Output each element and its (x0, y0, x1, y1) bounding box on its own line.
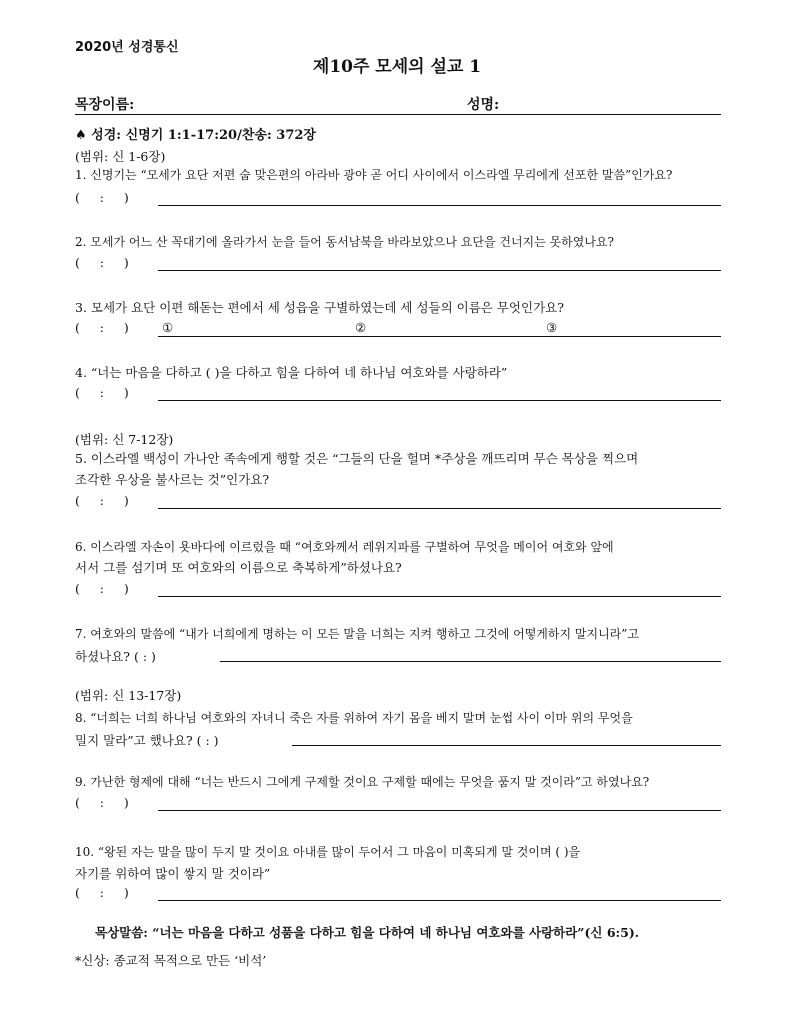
question-5: 5. 이스라엘 백성이 가나안 족속에게 행할 것은 “그들의 단을 헐며 *주상을 깨뜨리며 무슨 목상을 찍으며 (75, 451, 639, 466)
answer-line[interactable] (158, 810, 721, 811)
footnote: *신상: 종교적 목적으로 만든 ‘비석’ (75, 953, 267, 968)
answer-paren: ( : ) (75, 320, 129, 335)
answer-paren: ( : ) (75, 255, 129, 270)
answer-paren: ( : ) (75, 385, 129, 400)
question-7-cont: 하셨나요? ( : ) (75, 649, 156, 664)
page-title: 제10주 모세의 설교 1 (312, 57, 482, 77)
question-6-cont: 서서 그를 섬기며 또 여호와의 이름으로 축복하게”하셨나요? (75, 560, 402, 575)
section-range-2: (범위: 신 7-12장) (75, 432, 174, 447)
question-3: 3. 모세가 요단 이편 해돋는 편에서 세 성읍을 구별하였는데 세 성들의 이름은 무엇인가요? (75, 300, 564, 315)
answer-paren: ( : ) (75, 795, 129, 810)
section-range-1: (범위: 신 1-6장) (75, 149, 166, 164)
question-8: 8. “너희는 너희 하나님 여호와의 자녀니 죽은 자를 위하여 자기 몸을 베지 말며 눈썹 사이 이마 위의 무엇을 (75, 711, 633, 725)
name-label: 성명: (467, 97, 500, 113)
answer-line[interactable] (220, 661, 721, 662)
answer-paren: ( : ) (75, 885, 129, 900)
question-4: 4. “너는 마음을 다하고 ( )을 다하고 힘을 다하여 네 하나님 여호와를 사랑하라” (75, 365, 508, 380)
scripture-line: ♠ 성경: 신명기 1:1-17:20/찬송: 372장 (75, 128, 316, 143)
question-9: 9. 가난한 형제에 대해 “너는 반드시 그에게 구제할 것이요 구제할 때에는 무엇을 품지 말 것이라”고 하였나요? (75, 775, 650, 789)
pastor-label: 목장이름: (75, 97, 135, 113)
answer-line[interactable] (158, 596, 721, 597)
answer-line[interactable] (158, 270, 721, 271)
question-10: 10. “왕된 자는 말을 많이 두지 말 것이요 아내를 많이 두어서 그 마음이 미혹되게 말 것이며 ( )을 (75, 845, 581, 859)
answer-paren: ( : ) (75, 493, 129, 508)
answer-line[interactable] (158, 900, 721, 901)
answer-3-marker: ③ (546, 320, 558, 335)
question-5-cont: 조각한 우상을 불사르는 것”인가요? (75, 472, 270, 487)
answer-line[interactable] (158, 336, 721, 337)
name-bar (75, 94, 721, 115)
question-2: 2. 모세가 어느 산 꼭대기에 올라가서 눈을 들어 동서남북을 바라보았으나 요단을 건너지는 못하였나요? (75, 235, 614, 249)
answer-line[interactable] (158, 508, 721, 509)
question-8-cont: 밀지 말라”고 했나요? ( : ) (75, 733, 219, 748)
answer-line[interactable] (158, 205, 721, 206)
answer-line[interactable] (292, 745, 721, 746)
answer-2-marker: ② (355, 320, 367, 335)
memory-verse: 목상말씀: “너는 마음을 다하고 성품을 다하고 힘을 다하여 네 하나님 여호와를 사랑하라”(신 6:5). (95, 925, 640, 940)
answer-paren: ( : ) (75, 190, 129, 205)
header-tag: 2020년 성경통신 (75, 40, 179, 55)
question-7: 7. 여호와의 말씀에 “내가 너희에게 명하는 이 모든 말을 너희는 지켜 행하고 그것에 어떻게하지 말지니라”고 (75, 627, 639, 641)
section-range-3: (범위: 신 13-17장) (75, 688, 182, 703)
answer-paren: ( : ) (75, 581, 129, 596)
question-6: 6. 이스라엘 자손이 욧바다에 이르렀을 때 “여호와께서 레위지파를 구별하여 무엇을 메이어 여호와 앞에 (75, 540, 614, 554)
question-1: 1. 신명기는 “모세가 요단 저편 숩 맞은편의 아라바 광야 곧 어디 사이에서 이스라엘 무리에게 선포한 말씀”인가요? (75, 168, 673, 182)
answer-1-marker: ① (162, 320, 174, 335)
answer-line[interactable] (158, 400, 721, 401)
question-10-cont: 자기를 위하여 많이 쌓지 말 것이라” (75, 866, 271, 881)
